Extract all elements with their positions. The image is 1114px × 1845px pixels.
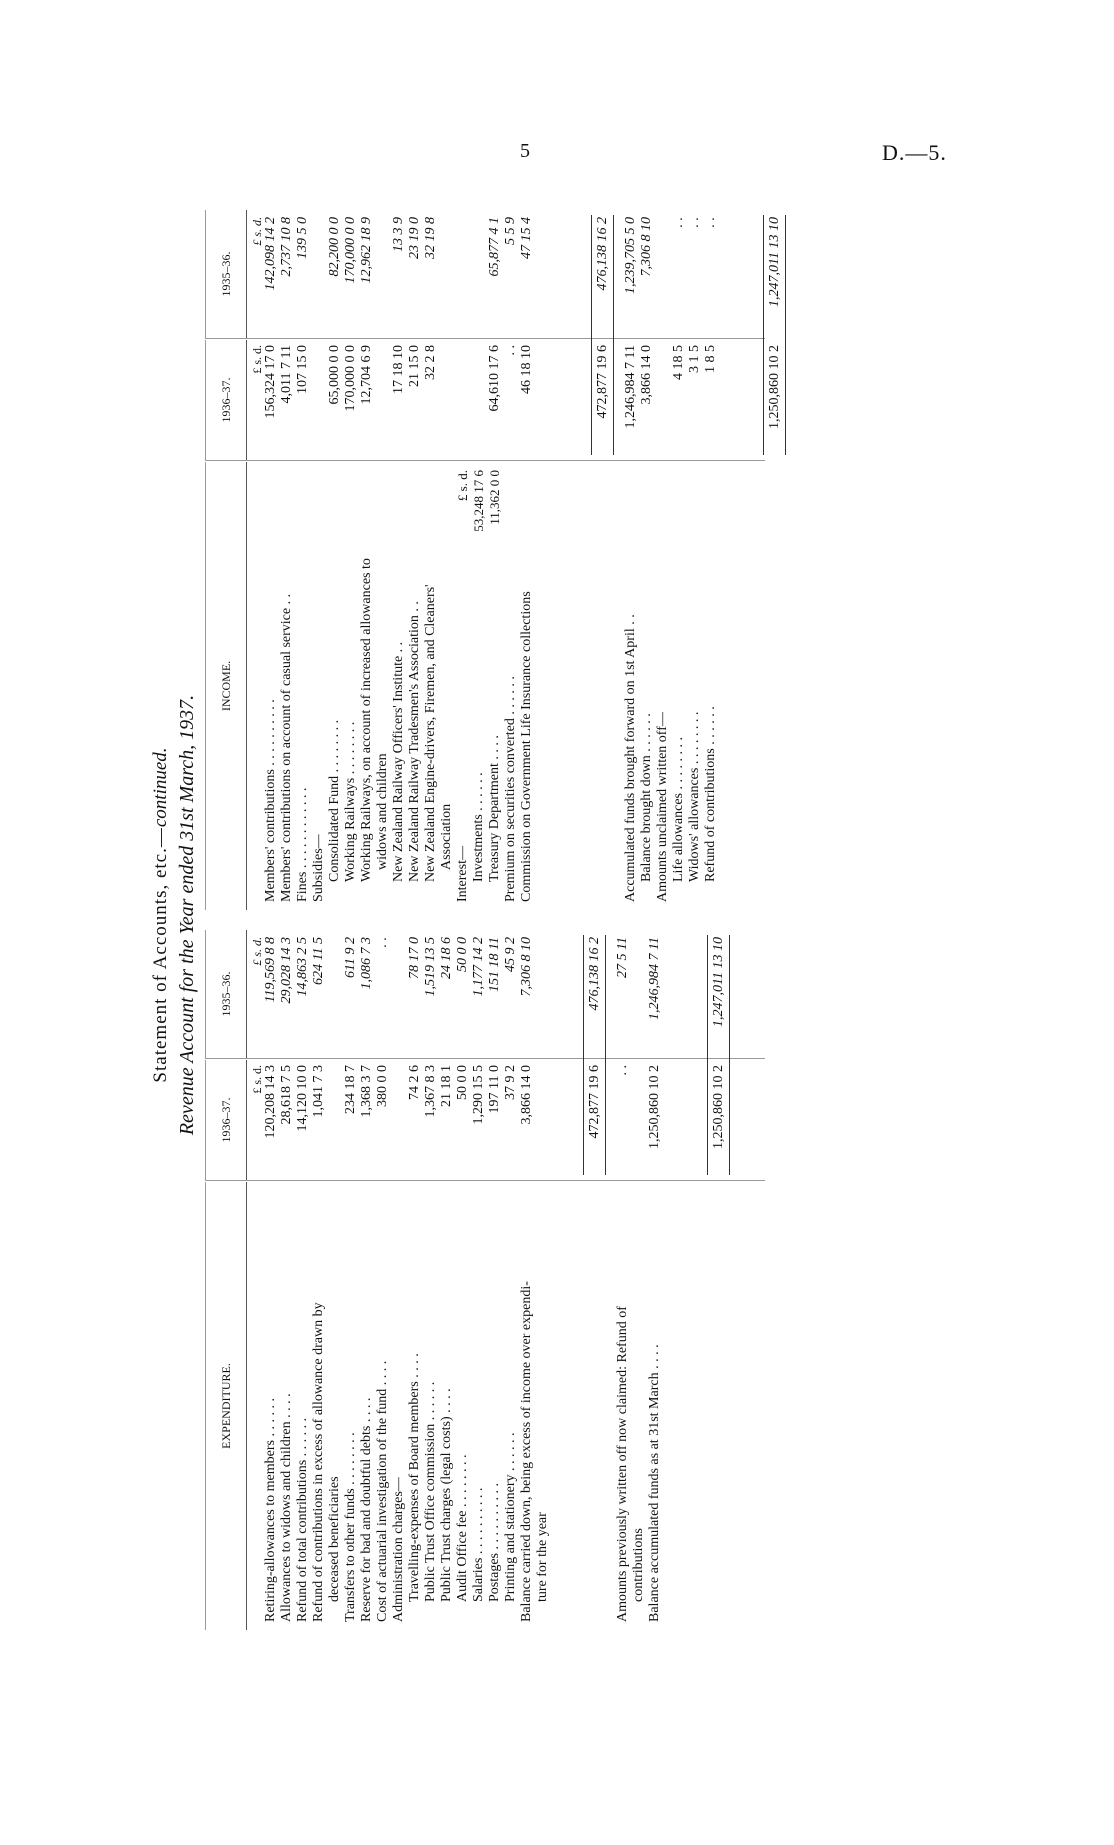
income-item-description: Commission on Government Life Insurance collections [519,591,534,902]
income-item-row [279,210,295,910]
expenditure-item-amount-1936-37: 234 18 7 [343,1065,358,1114]
expenditure-item-amount-1935-36: 29,028 14 3 [279,937,294,1004]
income-item-row [391,210,407,910]
expenditure-item-row [519,930,535,1630]
page-reference: D.—5. [882,140,947,165]
expenditure-item-description: Audit Office fee . . . . . . . . [455,1454,470,1602]
expenditure-units-year1: £ s. d. [250,1065,264,1094]
expenditure-item-amount-1936-37: 1,368 3 7 [359,1065,374,1118]
income-item-row [407,210,423,910]
income-grand-total-rule [763,215,764,455]
expenditure-item-amount-1936-37: 37 9 2 [503,1065,518,1100]
expenditure-total-amount-1935-36: 476,138 16 2 [587,937,602,1011]
income-bottom-item-description: Widows' allowances . . . . . . . . [687,711,702,882]
expenditure-item-amount-1936-37: 1,041 7 3 [311,1065,326,1118]
expenditure-item-row [391,930,407,1630]
expenditure-year2-heading: 1935–36. [205,930,247,1058]
expenditure-item-amount-1936-37: 1,290 15 5 [471,1065,486,1125]
income-bottom-item-row [687,210,703,910]
expenditure-item-description: Salaries . . . . . . . . . . [471,1487,486,1602]
expenditure-heading: EXPENDITURE. [205,1182,247,1630]
income-item-amount-1936-37: 46 18 10 [519,345,534,394]
expenditure-item-amount-1935-36: 14,863 2 5 [295,937,310,997]
expenditure-item-amount-1935-36: 1,519 13 5 [423,937,438,997]
income-item-amount-1936-37: 32 2 8 [423,345,438,380]
expenditure-units-year2: £ s. d. [250,937,264,966]
income-item-description: Working Railways, on account of increased allowances to [359,558,374,882]
income-item-amount-1936-37: 107 15 0 [295,345,310,394]
income-item-description: New Zealand Railway Tradesmen's Association . . [407,601,422,882]
expenditure-item-amount-1935-36: . . [375,937,390,948]
expenditure-item-row [535,930,551,1630]
expenditure-item-amount-1936-37: 3,866 14 0 [519,1065,534,1125]
income-year1-heading: 1936–37. [205,340,247,460]
income-item-row [359,210,375,910]
expenditure-bottom-item-amount-1936-37: 1,250,860 10 2 [647,1065,662,1149]
expenditure-item-amount-1936-37: 197 11 0 [487,1065,502,1114]
income-item-description: Subsidies— [311,834,326,902]
expenditure-total-rule [605,935,606,1175]
income-item-amount-1936-37: 64,610 17 6 [487,345,502,412]
expenditure-grand-total-rule [729,935,730,1175]
income-bottom-item-amount-1935-36: 1,239,705 5 0 [623,217,638,294]
income-item-amount-1935-36: 65,877 4 1 [487,217,502,277]
expenditure-item-description: Printing and stationery . . . . . . [503,1432,518,1602]
income-item-description: Fines . . . . . . . . . . . . [295,787,310,902]
income-item-amount-1936-37: . . [503,345,518,356]
rotated-statement [0,200,780,1630]
income-bottom-item-amount-1935-36: . . [703,217,718,228]
income-units-year1: £ s. d. [250,345,264,374]
income-item-amount-1935-36: 23 19 0 [407,217,422,259]
income-item-amount-1935-36: 12,962 18 9 [359,217,374,284]
income-item-amount-1935-36: 32 19 8 [423,217,438,259]
expenditure-item-description: Postages . . . . . . . . . . [487,1483,502,1602]
expenditure-item-amount-1935-36: 45 9 2 [503,937,518,972]
income-grand-total-row [767,210,783,910]
expenditure-item-amount-1935-36: 624 11 5 [311,937,326,985]
expenditure-grand-total-row [711,930,727,1630]
expenditure-item-description: Reserve for bad and doubtful debts . . . . [359,1397,374,1622]
income-bottom-item-row [671,210,687,910]
expenditure-item-amount-1935-36: 50 0 0 [455,937,470,972]
income-item-description: Interest— [455,846,470,902]
income-item-row [439,210,455,910]
expenditure-bottom-item-row [647,930,663,1630]
income-bottom-item-amount-1936-37: 4 18 5 [671,345,686,380]
income-bottom-item-amount-1935-36: . . [671,217,686,228]
expenditure-item-row [407,930,423,1630]
income-bottom-item-row [623,210,639,910]
expenditure-item-amount-1935-36: 119,569 8 8 [263,937,278,1003]
income-bottom-item-amount-1936-37: 1 8 5 [703,345,718,373]
expenditure-bottom-item-description: contributions [631,1528,646,1602]
expenditure-total-amount-1936-37: 472,877 19 6 [587,1065,602,1139]
title-main: Statement of Accounts, etc.— [150,827,171,1083]
income-item-amount-1936-37: 12,704 6 9 [359,345,374,405]
expenditure-item-description: Refund of total contributions . . . . . . [295,1417,310,1622]
income-year2-heading: 1935–36. [205,210,247,338]
income-item-description: Investments . . . . . . [471,772,486,882]
title-continued: continued. [150,747,171,828]
expenditure-item-row [375,930,391,1630]
income-item-amount-1935-36: 13 3 9 [391,217,406,252]
income-item-description: Members' contributions on account of casual service . . [279,593,294,902]
expenditure-item-row [487,930,503,1630]
expenditure-item-row [423,930,439,1630]
income-bottom-item-amount-1935-36: . . [687,217,702,228]
income-item-sub-amount: £ s. d. [455,470,470,502]
income-item-description: widows and children [375,753,390,870]
income-item-description: Treasury Department . . . . [487,735,502,882]
income-item-row [263,210,279,910]
income-bottom-item-description: Refund of contributions . . . . . . [703,706,718,882]
expenditure-item-row [295,930,311,1630]
expenditure-bottom-item-row [631,930,647,1630]
expenditure-item-amount-1936-37: 28,618 7 5 [279,1065,294,1125]
income-bottom-item-amount-1936-37: 3,866 14 0 [639,345,654,405]
income-item-sub-amount: 53,248 17 6 [471,470,486,532]
expenditure-item-row [263,930,279,1630]
income-item-sub-amount: 11,362 0 0 [487,470,502,525]
income-total-rule [591,215,592,455]
income-grand-total-amount-1935-36: 1,247,011 13 10 [767,217,782,307]
expenditure-item-description: Allowances to widows and children . . . . [279,1393,294,1622]
expenditure-item-row [359,930,375,1630]
income-grand-total-rule [785,215,786,455]
income-item-amount-1935-36: 5 5 9 [503,217,518,245]
expenditure-item-description: ture for the year [535,1512,550,1602]
expenditure-item-amount-1936-37: 14,120 10 0 [295,1065,310,1132]
expenditure-item-row [311,930,327,1630]
expenditure-item-amount-1935-36: 1,086 7 3 [359,937,374,990]
expenditure-item-description: Administration charges— [391,1477,406,1622]
income-bottom-item-description: Balance brought down . . . . . . [639,713,654,882]
expenditure-item-row [279,930,295,1630]
income-item-description: Premium on securities converted . . . . . . [503,676,518,902]
income-item-row [295,210,311,910]
expenditure-item-description: Public Trust Office commission . . . . . . [423,1381,438,1602]
expenditure-item-description: deceased beneficiaries [327,1476,342,1602]
income-item-row [311,210,327,910]
expenditure-item-description: Refund of contributions in excess of allowance drawn by [311,1302,326,1622]
income-bottom-item-description: Accumulated funds brought forward on 1st April . . [623,614,638,902]
income-item-amount-1935-36: 2,737 10 8 [279,217,294,277]
income-item-row [455,210,471,910]
income-item-row [471,210,487,910]
income-item-row [327,210,343,910]
expenditure-item-row [471,930,487,1630]
income-item-amount-1936-37: 65,000 0 0 [327,345,342,405]
income-item-amount-1935-36: 139 5 0 [295,217,310,259]
expenditure-item-description: Transfers to other funds . . . . . . . . [343,1432,358,1622]
income-item-amount-1936-37: 156,324 17 0 [263,345,278,419]
expenditure-total-rule [583,935,584,1175]
expenditure-bottom-item-description: Amounts previously written off now claimed: Refund of [615,1306,630,1622]
income-bottom-item-row [655,210,671,910]
income-item-amount-1935-36: 82,200 0 0 [327,217,342,277]
income-bottom-item-amount-1936-37: 3 1 5 [687,345,702,373]
expenditure-year1-heading: 1936–37. [205,1060,247,1180]
expenditure-bottom-item-row [615,930,631,1630]
expenditure-item-description: Balance carried down, being excess of income over expendi- [519,1281,534,1622]
income-item-description: New Zealand Engine-drivers, Firemen, and Cleaners' [423,584,438,882]
income-item-row [343,210,359,910]
income-item-row [487,210,503,910]
expenditure-item-amount-1936-37: 380 0 0 [375,1065,390,1107]
expenditure-item-row [455,930,471,1630]
income-item-amount-1936-37: 17 18 10 [391,345,406,394]
expenditure-item-amount-1936-37: 21 18 1 [439,1065,454,1107]
expenditure-item-amount-1935-36: 7,306 8 10 [519,937,534,997]
income-bottom-item-row [703,210,719,910]
income-units-year2: £ s. d. [250,217,264,246]
expenditure-item-row [439,930,455,1630]
income-item-amount-1936-37: 170,000 0 0 [343,345,358,412]
income-item-row [503,210,519,910]
income-bottom-item-amount-1935-36: 7,306 8 10 [639,217,654,277]
expenditure-item-description: Retiring-allowances to members . . . . . . [263,1398,278,1622]
income-item-description: Members' contributions . . . . . . . . . . [263,699,278,902]
expenditure-item-row [327,930,343,1630]
income-total-row [595,210,611,910]
income-total-amount-1936-37: 472,877 19 6 [595,345,610,419]
income-item-amount-1936-37: 4,011 7 11 [279,345,294,404]
income-item-row [423,210,439,910]
income-bottom-item-amount-1936-37: 1,246,984 7 11 [623,345,638,429]
expenditure-item-amount-1935-36: 78 17 0 [407,937,422,979]
expenditure-item-amount-1935-36: 611 9 2 [343,937,358,978]
income-total-rule [613,215,614,455]
statement-title [150,200,172,1630]
statement-subtitle: Revenue Account for the Year ended 31st March, 1937. [176,694,198,1136]
expenditure-section [205,930,765,1630]
income-item-description: Working Railways . . . . . . . . [343,721,358,882]
income-bottom-item-description: Amounts unclaimed written off— [655,712,670,902]
expenditure-total-row [587,930,603,1630]
expenditure-item-amount-1935-36: 1,177 14 2 [471,937,486,997]
income-item-amount-1936-37: 21 15 0 [407,345,422,387]
income-item-row [375,210,391,910]
income-total-amount-1935-36: 476,138 16 2 [595,217,610,291]
income-heading: INCOME. [205,462,247,910]
income-bottom-item-row [639,210,655,910]
expenditure-grand-total-rule [707,935,708,1175]
expenditure-item-amount-1935-36: 24 18 6 [439,937,454,979]
expenditure-bottom-item-description: Balance accumulated funds as at 31st March . . . . [647,1344,662,1622]
income-item-amount-1935-36: 47 15 4 [519,217,534,259]
income-item-description: Association [439,803,454,870]
expenditure-item-description: Travelling-expenses of Board members . . . . [407,1353,422,1602]
expenditure-grand-total-amount-1936-37: 1,250,860 10 2 [711,1065,726,1149]
expenditure-item-description: Cost of actuarial investigation of the fund . . . . [375,1360,390,1622]
income-item-amount-1935-36: 170,000 0 0 [343,217,358,284]
expenditure-item-row [503,930,519,1630]
income-section [205,210,782,910]
income-item-description: Consolidated Fund . . . . . . . . [327,719,342,882]
expenditure-bottom-item-amount-1936-37: . . [615,1065,630,1076]
expenditure-item-amount-1936-37: 74 2 6 [407,1065,422,1100]
expenditure-bottom-item-amount-1935-36: 27 5 11 [615,937,630,978]
page-number: 5 [520,140,530,162]
expenditure-item-amount-1936-37: 120,208 14 3 [263,1065,278,1139]
expenditure-grand-total-amount-1935-36: 1,247,011 13 10 [711,937,726,1027]
expenditure-item-amount-1936-37: 50 0 0 [455,1065,470,1100]
expenditure-item-description: Public Trust charges (legal costs) . . . . [439,1388,454,1602]
expenditure-bottom-item-amount-1935-36: 1,246,984 7 11 [647,937,662,1020]
expenditure-item-row [343,930,359,1630]
expenditure-item-amount-1935-36: 151 18 11 [487,937,502,992]
income-item-amount-1935-36: 142,098 14 2 [263,217,278,291]
income-item-description: New Zealand Railway Officers' Institute . . [391,641,406,882]
income-item-row [519,210,535,910]
income-grand-total-amount-1936-37: 1,250,860 10 2 [767,345,782,429]
expenditure-item-amount-1936-37: 1,367 8 3 [423,1065,438,1118]
income-bottom-item-description: Life allowances . . . . . . . . [671,736,686,882]
